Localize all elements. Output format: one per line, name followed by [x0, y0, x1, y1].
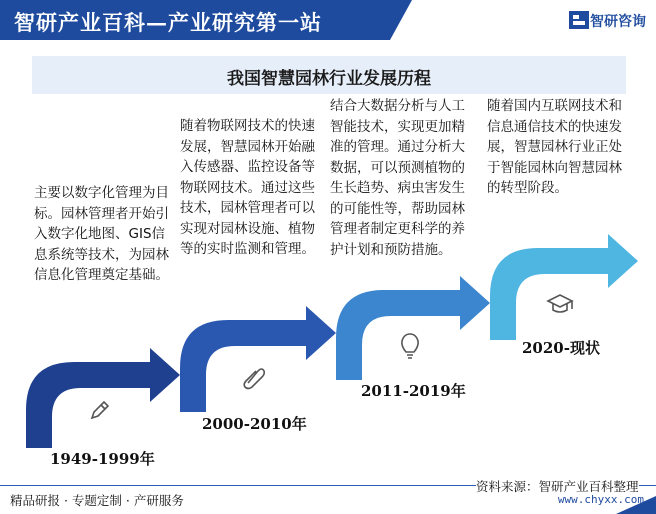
paperclip-icon — [244, 369, 264, 389]
stage-arrow-3 — [336, 276, 490, 380]
stage-description-3: 结合大数据分析与人工智能技术，实现更加精准的管理。通过分析大数据，可以预测植物的生长趋势、病虫害发生的可能性等，帮助园林管理者制定更科学的养护计划和预防措施。 — [330, 98, 465, 258]
graduation-cap-icon — [548, 295, 572, 312]
stage-description-2: 随着物联网技术的快速发展，智慧园林开始融入传感器、监控设备等物联网技术。通过这些技术，园林管理者可以实现对园林设施、植物等的实时监测和管理。 — [180, 118, 315, 257]
lightbulb-icon — [402, 334, 418, 358]
stage-period-4: 2020-现状 — [522, 339, 600, 357]
stage-arrow-4 — [490, 234, 638, 340]
stage-arrow-1 — [26, 348, 180, 448]
source-note: 资料来源：智研产业百科整理 — [476, 479, 639, 494]
stage-arrow-2 — [180, 306, 336, 412]
stage-period-2: 2000-2010年 — [202, 415, 307, 433]
stage-period-1: 1949-1999年 — [50, 450, 155, 468]
stage-description-4: 随着国内互联网技术和信息通信技术的快速发展，智慧园林行业正处于智能园林向智慧园林的转型阶段。 — [487, 98, 622, 196]
stage-description-1: 主要以数字化管理为目标。园林管理者开始引入数字化地图、GIS信息系统等技术，为园林信息化管理奠定基础。 — [34, 185, 169, 283]
pencil-icon — [92, 402, 108, 418]
header-title: 智研产业百科—产业研究第一站 — [14, 10, 322, 35]
chart-title: 我国智慧园林行业发展历程 — [227, 69, 431, 89]
footer-tagline: 精品研报 · 专题定制 · 产研服务 — [10, 493, 184, 508]
header-logo-text: 智研咨询 — [590, 14, 646, 30]
footer-url: www.chyxx.com — [557, 493, 644, 506]
stage-period-3: 2011-2019年 — [361, 382, 466, 400]
footer-corner — [616, 496, 656, 514]
